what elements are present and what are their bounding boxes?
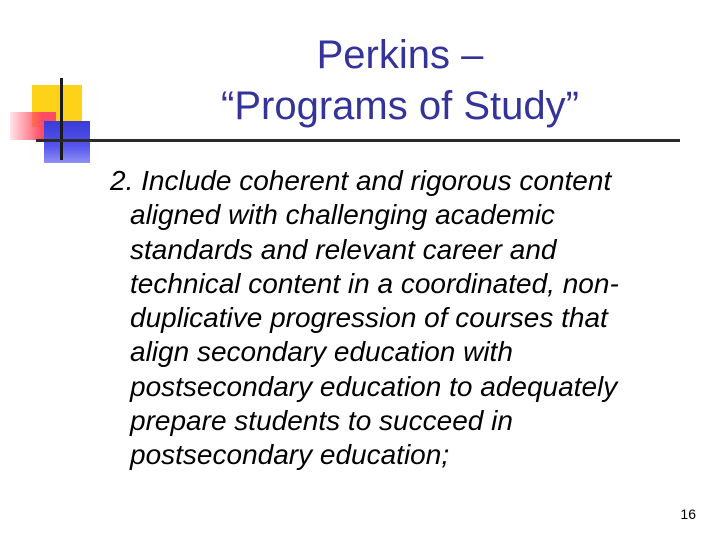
body-line-3: standards and relevant career and <box>130 233 557 265</box>
body-line-9: postsecondary education; <box>130 439 450 471</box>
vertical-rule <box>60 78 63 160</box>
body-line-7: postsecondary education to adequately <box>130 370 618 402</box>
slide-title <box>110 30 690 132</box>
body-line-4: technical content in a coordinated, non- <box>130 267 619 299</box>
blue-square <box>44 121 90 163</box>
body-text <box>110 164 700 473</box>
body-line-2: aligned with challenging academic <box>130 199 555 231</box>
body-line-1: 2. Include coherent and rigorous content <box>110 165 612 196</box>
title-line-1: Perkins – <box>316 33 484 77</box>
body-line-8: prepare students to succeed in <box>130 405 513 437</box>
title-line-2: “Programs of Study” <box>221 84 579 128</box>
body-line-6: align secondary education with <box>130 336 513 368</box>
title-divider <box>36 139 680 142</box>
body-line-5: duplicative progression of courses that <box>130 302 608 334</box>
page-number: 16 <box>680 506 696 522</box>
